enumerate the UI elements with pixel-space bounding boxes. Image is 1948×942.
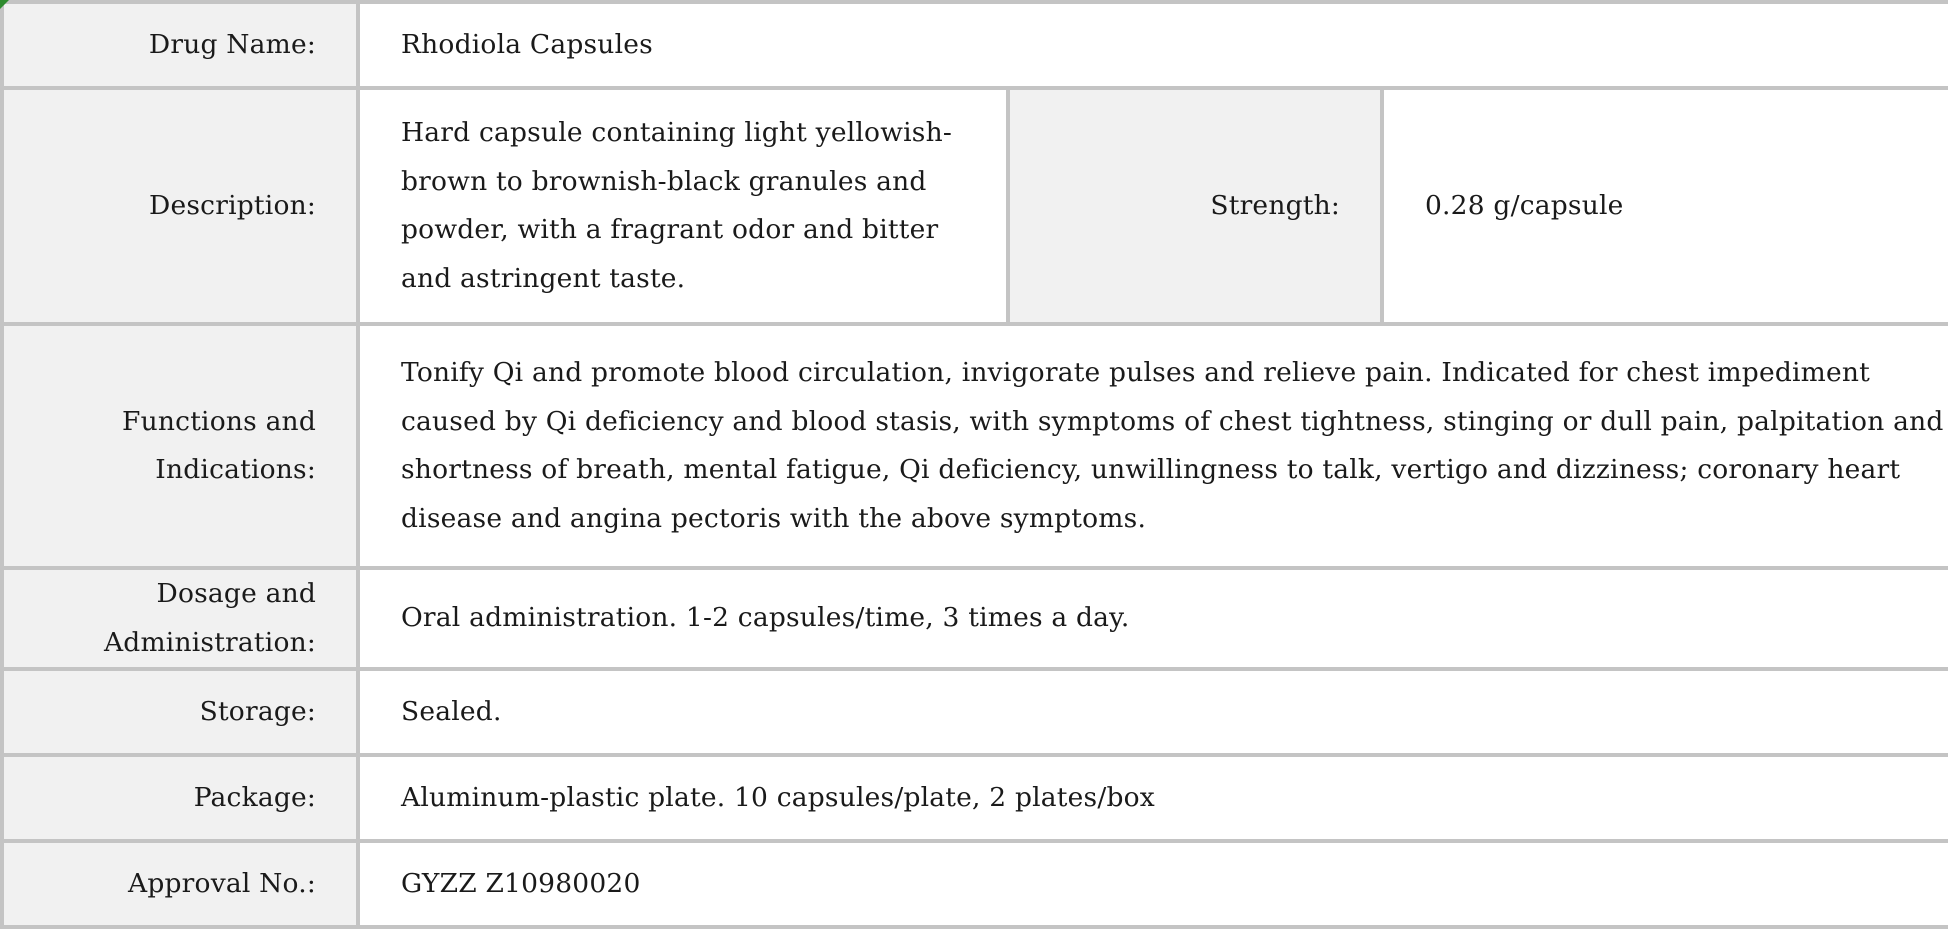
strength-label: Strength:: [1008, 88, 1382, 324]
row-storage: [2, 669, 1948, 755]
strength-value: 0.28 g/capsule: [1382, 88, 1948, 324]
functions-value: Tonify Qi and promote blood circulation, invigorate pulses and relieve pain. Indicated for chest impediment caused by Qi deficiency and blood stasis, with symptoms of chest tightness, stinging or dull pain, palpitation and shortness of breath, mental fatigue, Qi deficiency, unwillingness to talk, vertigo and dizziness; coronary heart disease and angina pectoris with the above symptoms.: [358, 324, 1948, 568]
approval-label: Approval No.:: [2, 841, 358, 927]
approval-value: GYZZ Z10980020: [358, 841, 1948, 927]
storage-value: Sealed.: [358, 669, 1948, 755]
storage-label: Storage:: [2, 669, 358, 755]
dosage-label: Dosage and Administration:: [2, 568, 358, 669]
row-approval-number: [2, 841, 1948, 927]
package-value: Aluminum-plastic plate. 10 capsules/plate, 2 plates/box: [358, 755, 1948, 841]
row-functions-indications: [2, 324, 1948, 568]
drug-name-label: Drug Name:: [2, 2, 358, 88]
row-description-strength: [2, 88, 1948, 324]
description-label: Description:: [2, 88, 358, 324]
description-value: Hard capsule containing light yellowish-brown to brownish-black granules and powder, with a fragrant odor and bitter and astringent taste.: [358, 88, 1008, 324]
row-package: [2, 755, 1948, 841]
row-dosage-administration: [2, 568, 1948, 669]
functions-label: Functions and Indications:: [2, 324, 358, 568]
corner-marker: [0, 0, 9, 9]
row-drug-name: [2, 2, 1948, 88]
drug-name-value: Rhodiola Capsules: [358, 2, 1948, 88]
dosage-value: Oral administration. 1-2 capsules/time, 3 times a day.: [358, 568, 1948, 669]
package-label: Package:: [2, 755, 358, 841]
